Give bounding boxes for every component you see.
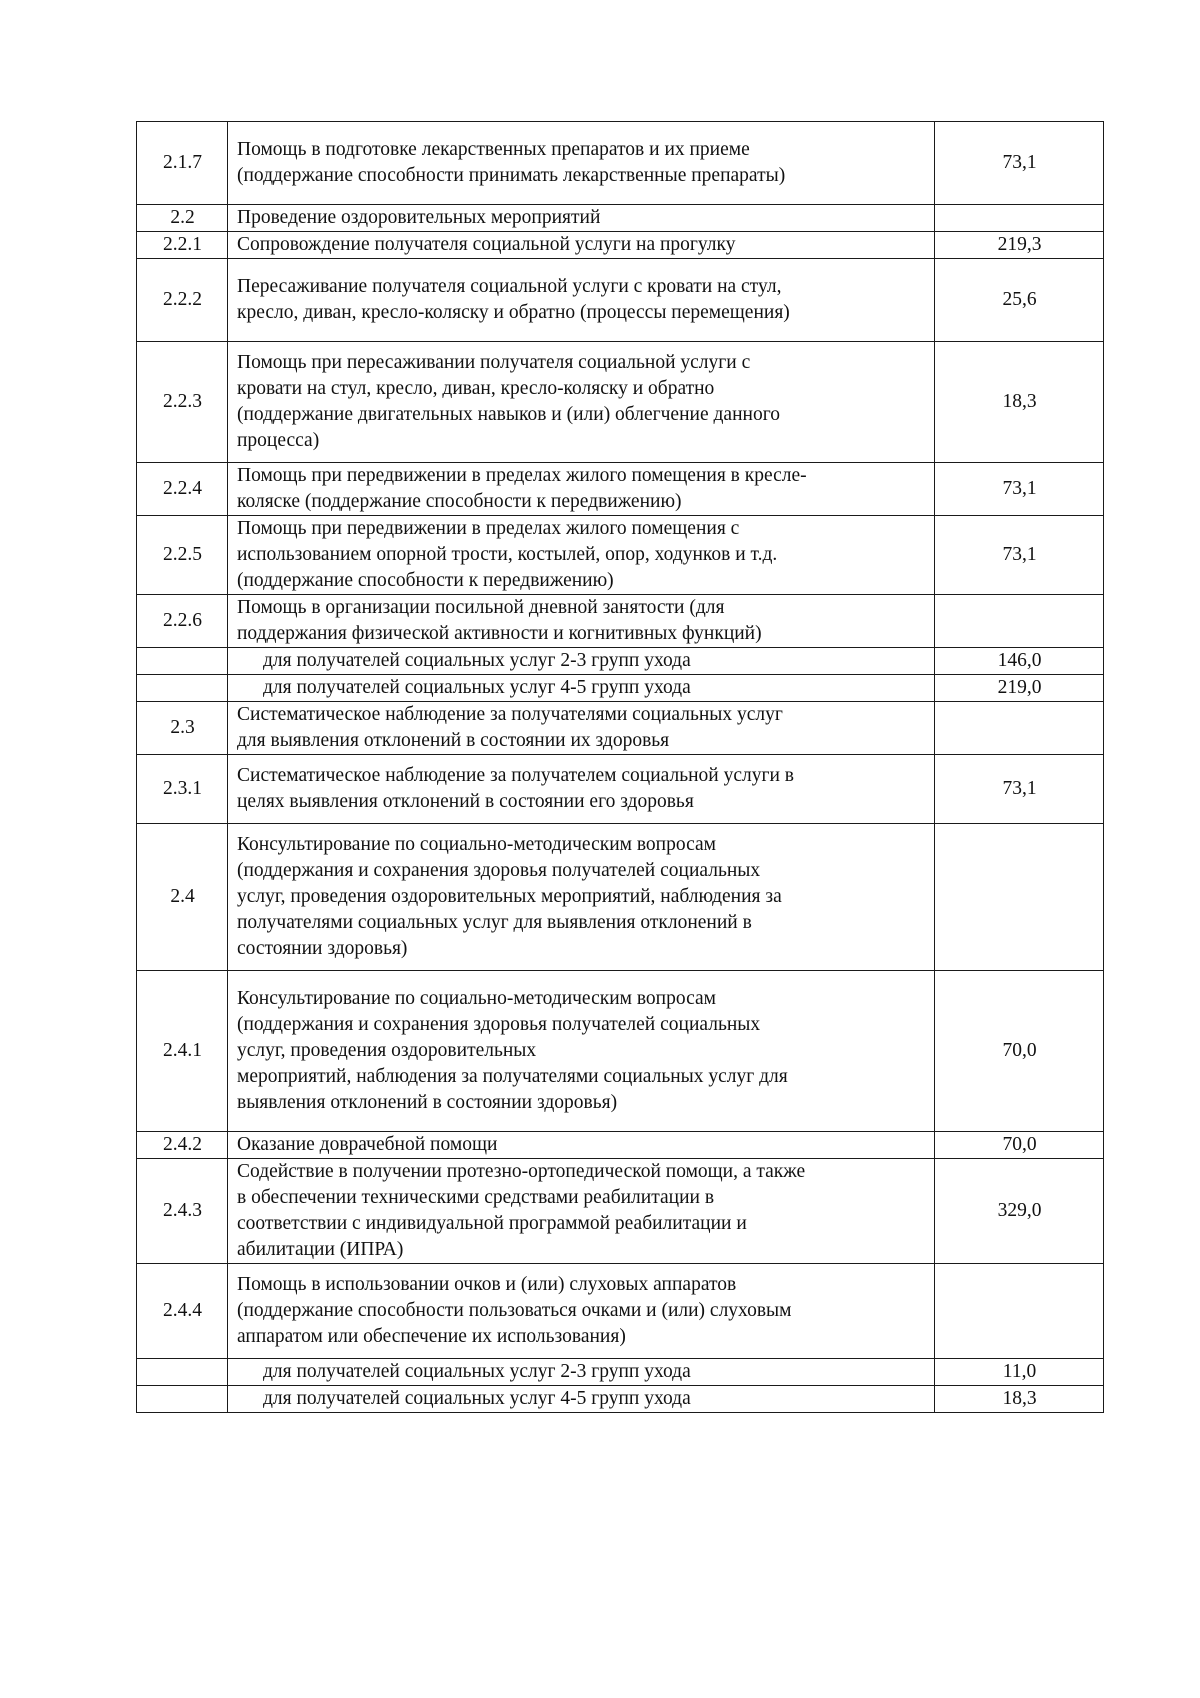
row-code: 2.2.6 [137, 595, 228, 648]
row-value [935, 205, 1104, 232]
description-line: для выявления отклонений в состоянии их здоровья [237, 730, 670, 751]
row-value: 146,0 [935, 648, 1104, 675]
description-line: абилитации (ИПРА) [237, 1239, 404, 1260]
description-line: процесса) [237, 430, 320, 451]
description-line: поддержания физической активности и когнитивных функций) [237, 623, 762, 644]
description-line: (поддержание двигательных навыков и (или) облегчение данного [237, 404, 780, 425]
row-description [228, 824, 935, 971]
description-line: использованием опорной трости, костылей, опор, ходунков и т.д. [237, 544, 778, 565]
row-description [228, 648, 935, 675]
row-code: 2.4.4 [137, 1264, 228, 1359]
row-value: 73,1 [935, 755, 1104, 824]
row-code: 2.2 [137, 205, 228, 232]
description-line: Проведение оздоровительных мероприятий [237, 207, 601, 228]
table-row [137, 1132, 1104, 1159]
row-code: 2.1.7 [137, 122, 228, 205]
services-tariff-table [136, 121, 1104, 1413]
row-value: 70,0 [935, 1132, 1104, 1159]
row-description [228, 595, 935, 648]
description-line: выявления отклонений в состоянии здоровья) [237, 1092, 618, 1113]
row-description [228, 463, 935, 516]
row-description [228, 232, 935, 259]
row-value [935, 595, 1104, 648]
row-description [228, 259, 935, 342]
row-code: 2.3.1 [137, 755, 228, 824]
table-row [137, 675, 1104, 702]
description-line: (поддержания и сохранения здоровья получателей социальных [237, 860, 761, 881]
row-value: 329,0 [935, 1159, 1104, 1264]
table-row [137, 259, 1104, 342]
row-code [137, 648, 228, 675]
table-row [137, 595, 1104, 648]
description-line: аппаратом или обеспечение их использования) [237, 1326, 626, 1347]
table-row [137, 463, 1104, 516]
description-line: (поддержания и сохранения здоровья получателей социальных [237, 1014, 761, 1035]
row-description [228, 1386, 935, 1413]
row-value: 18,3 [935, 1386, 1104, 1413]
row-description [228, 1132, 935, 1159]
description-line: (поддержание способности пользоваться очками и (или) слуховым [237, 1300, 792, 1321]
table-body [137, 122, 1104, 1413]
table-row [137, 516, 1104, 595]
description-line: (поддержание способности к передвижению) [237, 570, 614, 591]
table-row [137, 1159, 1104, 1264]
description-line: целях выявления отклонений в состоянии его здоровья [237, 791, 694, 812]
row-value: 70,0 [935, 971, 1104, 1132]
row-value: 73,1 [935, 516, 1104, 595]
row-description [228, 702, 935, 755]
row-code [137, 1359, 228, 1386]
row-description [228, 1159, 935, 1264]
table-row [137, 1264, 1104, 1359]
description-line: мероприятий, наблюдения за получателями социальных услуг для [237, 1066, 788, 1087]
description-line: Консультирование по социально-методическим вопросам [237, 988, 716, 1009]
description-line: Помощь в организации посильной дневной занятости (для [237, 597, 725, 618]
table-row [137, 702, 1104, 755]
row-code [137, 1386, 228, 1413]
row-value [935, 1264, 1104, 1359]
row-value [935, 702, 1104, 755]
description-line: для получателей социальных услуг 4-5 групп ухода [263, 677, 691, 698]
table-row [137, 824, 1104, 971]
row-code: 2.4 [137, 824, 228, 971]
row-value: 73,1 [935, 463, 1104, 516]
table-row [137, 1386, 1104, 1413]
table-row [137, 1359, 1104, 1386]
description-line: Систематическое наблюдение за получателями социальных услуг [237, 704, 783, 725]
row-code: 2.4.1 [137, 971, 228, 1132]
row-code: 2.4.3 [137, 1159, 228, 1264]
row-value: 219,0 [935, 675, 1104, 702]
row-code: 2.2.3 [137, 342, 228, 463]
description-line: Оказание доврачебной помощи [237, 1134, 498, 1155]
description-line: для получателей социальных услуг 4-5 групп ухода [263, 1388, 691, 1409]
row-code: 2.2.2 [137, 259, 228, 342]
table-row [137, 205, 1104, 232]
description-line: Помощь при пересаживании получателя социальной услуги с [237, 352, 751, 373]
description-line: Помощь в использовании очков и (или) слуховых аппаратов [237, 1274, 737, 1295]
row-code [137, 675, 228, 702]
row-value: 219,3 [935, 232, 1104, 259]
table-row [137, 971, 1104, 1132]
table-row [137, 648, 1104, 675]
description-line: Систематическое наблюдение за получателем социальной услуги в [237, 765, 795, 786]
description-line: Сопровождение получателя социальной услуги на прогулку [237, 234, 736, 255]
row-code: 2.2.4 [137, 463, 228, 516]
row-description [228, 122, 935, 205]
table-row [137, 755, 1104, 824]
description-line: Консультирование по социально-методическим вопросам [237, 834, 716, 855]
row-value: 25,6 [935, 259, 1104, 342]
table-row [137, 232, 1104, 259]
description-line: услуг, проведения оздоровительных [237, 1040, 537, 1061]
description-line: состоянии здоровья) [237, 938, 408, 959]
row-description [228, 675, 935, 702]
table-row [137, 342, 1104, 463]
description-line: Помощь в подготовке лекарственных препаратов и их приеме [237, 139, 750, 160]
row-value: 18,3 [935, 342, 1104, 463]
description-line: для получателей социальных услуг 2-3 групп ухода [263, 650, 691, 671]
description-line: кресло, диван, кресло-коляску и обратно (процессы перемещения) [237, 302, 790, 323]
description-line: Содействие в получении протезно-ортопедической помощи, а также [237, 1161, 806, 1182]
row-value: 73,1 [935, 122, 1104, 205]
row-description [228, 516, 935, 595]
description-line: кровати на стул, кресло, диван, кресло-коляску и обратно [237, 378, 715, 399]
row-description [228, 342, 935, 463]
description-line: (поддержание способности принимать лекарственные препараты) [237, 165, 786, 186]
description-line: Помощь при передвижении в пределах жилого помещения в кресле- [237, 465, 807, 486]
row-description [228, 1264, 935, 1359]
row-description [228, 755, 935, 824]
description-line: соответствии с индивидуальной программой реабилитации и [237, 1213, 747, 1234]
table-row [137, 122, 1104, 205]
row-code: 2.3 [137, 702, 228, 755]
row-description [228, 971, 935, 1132]
row-code: 2.4.2 [137, 1132, 228, 1159]
description-line: в обеспечении техническими средствами реабилитации в [237, 1187, 715, 1208]
row-value: 11,0 [935, 1359, 1104, 1386]
description-line: Помощь при передвижении в пределах жилого помещения с [237, 518, 740, 539]
description-line: получателями социальных услуг для выявления отклонений в [237, 912, 752, 933]
row-value [935, 824, 1104, 971]
row-code: 2.2.5 [137, 516, 228, 595]
row-code: 2.2.1 [137, 232, 228, 259]
description-line: услуг, проведения оздоровительных мероприятий, наблюдения за [237, 886, 782, 907]
description-line: коляске (поддержание способности к передвижению) [237, 491, 682, 512]
row-description [228, 1359, 935, 1386]
description-line: для получателей социальных услуг 2-3 групп ухода [263, 1361, 691, 1382]
description-line: Пересаживание получателя социальной услуги с кровати на стул, [237, 276, 782, 297]
row-description [228, 205, 935, 232]
